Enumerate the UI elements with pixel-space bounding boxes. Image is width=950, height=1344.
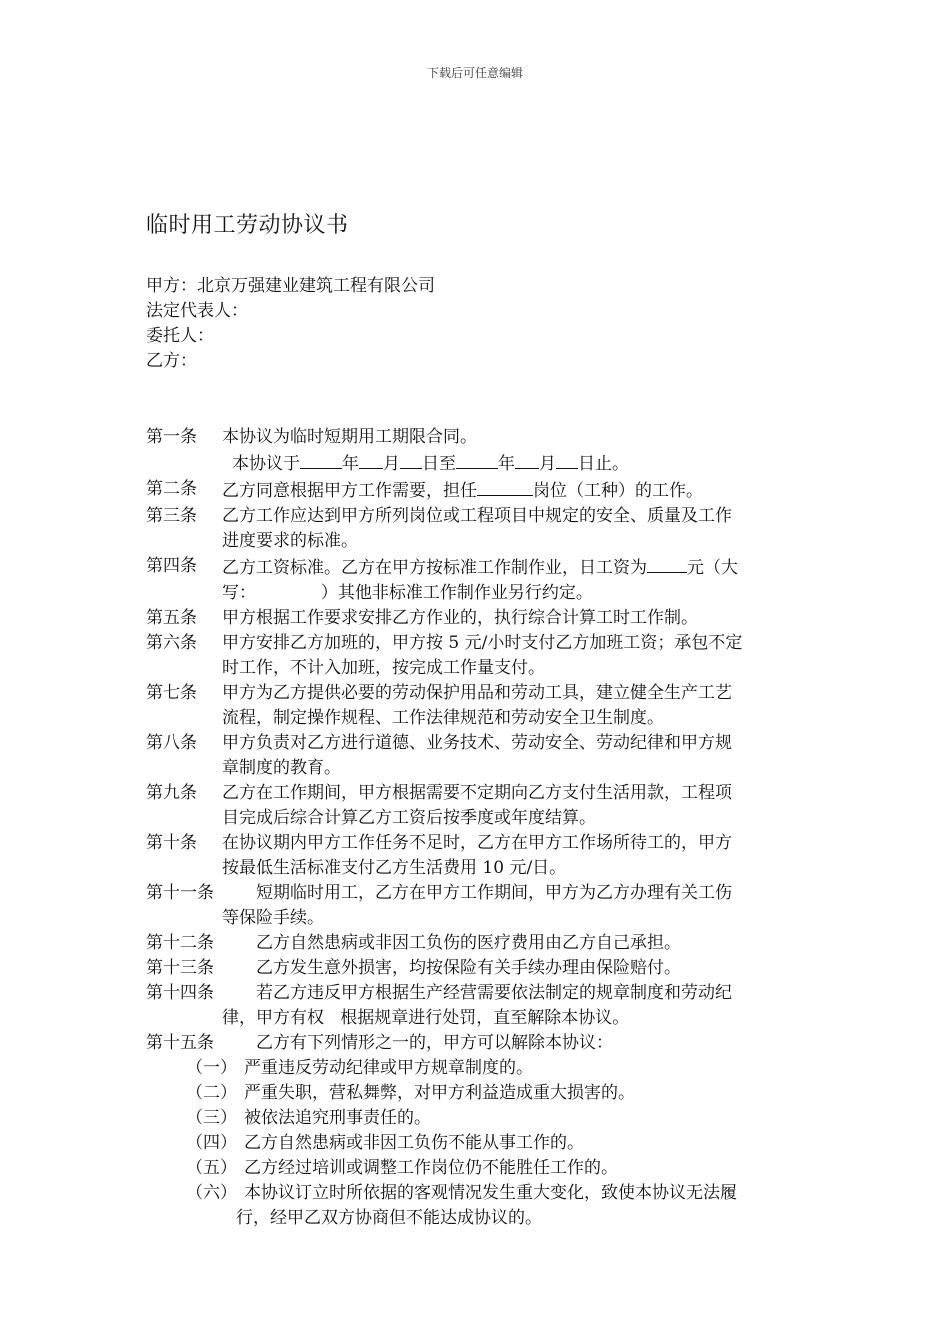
article-number: 第七条: [146, 683, 197, 703]
article-number: 第五条: [146, 608, 197, 628]
sub-item-text: 被依法追究刑事责任的。: [244, 1108, 431, 1128]
sub-item-text: 乙方经过培训或调整工作岗位仍不能胜任工作的。: [244, 1158, 618, 1178]
sub-item-6: [146, 1181, 808, 1231]
article-text: 本协议为临时短期用工期限合同。: [222, 427, 477, 447]
article-10: [146, 831, 808, 881]
legal-representative: 法定代表人：: [146, 301, 248, 321]
article-text: 乙方在工作期间，甲方根据需要不定期向乙方支付生活用款，工程项 目完成后综合计算乙方工资后按季度或年度结算。: [222, 783, 732, 828]
article-number: 第十条: [146, 833, 197, 853]
sub-item-1: [146, 1056, 808, 1081]
sub-item-text: 严重违反劳动纪律或甲方规章制度的。: [244, 1058, 533, 1078]
article-number: 第十五条: [146, 1033, 214, 1053]
article-9: [146, 781, 808, 831]
article-number: 第八条: [146, 733, 197, 753]
article-number: 第十三条: [146, 958, 214, 978]
party-a: 甲方：北京万强建业建筑工程有限公司: [146, 276, 435, 296]
article-text: 乙方有下列情形之一的，甲方可以解除本协议：: [256, 1033, 613, 1053]
sub-item-number: （一）: [186, 1058, 237, 1078]
sub-item-3: [146, 1106, 808, 1131]
article-1: [146, 425, 808, 450]
article-text: 甲方为乙方提供必要的劳动保护用品和劳动工具，建立健全生产工艺 流程，制定操作规程、工作法律规范和劳动安全卫生制度。: [222, 683, 732, 728]
blank-month-start: [359, 450, 383, 469]
sub-item-text: 乙方自然患病或非因工负伤不能从事工作的。: [244, 1133, 584, 1153]
blank-year-start: [300, 450, 342, 469]
blank-month-end: [515, 450, 539, 469]
party-b: 乙方：: [146, 351, 197, 371]
sub-item-number: （六）: [186, 1183, 237, 1203]
article-11: [146, 881, 808, 931]
article-text: 乙方工资标准。乙方在甲方按标准工作制作业，日工资为 元（大 写： ）其他非标准工作制作业另行约定。: [222, 554, 808, 606]
blank-day-end: [556, 450, 578, 469]
article-text-cont: 等保险手续。: [222, 908, 324, 928]
parties-block: [146, 274, 435, 374]
article-number: 第十一条: [146, 883, 214, 903]
article-text: 乙方发生意外损害，均按保险有关手续办理由保险赔付。: [256, 958, 681, 978]
article-1-term: 本协议于 年 月 日至 年 月 日止。: [146, 450, 808, 477]
article-number: 第一条: [146, 427, 197, 447]
article-number: 第二条: [146, 479, 197, 499]
article-number: 第四条: [146, 556, 197, 576]
sub-item-4: [146, 1131, 808, 1156]
article-number: 第九条: [146, 783, 197, 803]
article-text: 乙方同意根据甲方工作需要，担任 岗位（工种）的工作。: [222, 477, 808, 504]
article-text: 乙方自然患病或非因工负伤的医疗费用由乙方自己承担。: [256, 933, 681, 953]
article-text-cont: 律，甲方有权 根据规章进行处罚，直至解除本协议。: [222, 1008, 630, 1028]
article-7: [146, 681, 808, 731]
articles-block: [146, 425, 808, 1231]
article-2: [146, 477, 808, 504]
article-number: 第六条: [146, 633, 197, 653]
article-12: [146, 931, 808, 956]
blank-daily-wage: [647, 554, 687, 573]
article-6: [146, 631, 808, 681]
document-title: 临时用工劳动协议书: [146, 213, 349, 238]
sub-item-number: （二）: [186, 1083, 237, 1103]
article-text: 甲方安排乙方加班的，甲方按 5 元/小时支付乙方加班工资；承包不定 时工作，不计入加班，按完成工作量支付。: [222, 633, 743, 678]
header-note: 下载后可任意编辑: [426, 66, 523, 80]
article-text: 若乙方违反甲方根据生产经营需要依法制定的规章制度和劳动纪: [256, 983, 732, 1003]
entrusted-agent: 委托人：: [146, 326, 214, 346]
sub-item-text: 严重失职，营私舞弊，对甲方利益造成重大损害的。: [244, 1083, 635, 1103]
blank-year-end: [456, 450, 498, 469]
article-text: 甲方根据工作要求安排乙方作业的，执行综合计算工时工作制。: [222, 608, 698, 628]
sub-item-number: （五）: [186, 1158, 237, 1178]
article-8: [146, 731, 808, 781]
article-14: [146, 981, 808, 1031]
sub-item-2: [146, 1081, 808, 1106]
article-13: [146, 956, 808, 981]
sub-item-number: （三）: [186, 1108, 237, 1128]
blank-day-start: [400, 450, 422, 469]
article-number: 第十四条: [146, 983, 214, 1003]
article-4: [146, 554, 808, 606]
article-3: [146, 504, 808, 554]
article-number: 第三条: [146, 506, 197, 526]
blank-position: [477, 477, 533, 496]
sub-item-number: （四）: [186, 1133, 237, 1153]
sub-item-text: 本协议订立时所依据的客观情况发生重大变化，致使本协议无法履 行，经甲乙双方协商但不能达成协议的。: [236, 1183, 737, 1228]
article-number: 第十二条: [146, 933, 214, 953]
article-5: [146, 606, 808, 631]
article-text: 乙方工作应达到甲方所列岗位或工程项目中规定的安全、质量及工作 进度要求的标准。: [222, 506, 732, 551]
article-text: 在协议期内甲方工作任务不足时，乙方在甲方工作场所待工的，甲方 按最低生活标准支付乙方生活费用 10 元/日。: [222, 833, 732, 878]
article-15: [146, 1031, 808, 1056]
article-text: 短期临时用工，乙方在甲方工作期间，甲方为乙方办理有关工伤: [256, 883, 732, 903]
article-text: 甲方负责对乙方进行道德、业务技术、劳动安全、劳动纪律和甲方规 章制度的教育。: [222, 733, 732, 778]
sub-item-5: [146, 1156, 808, 1181]
